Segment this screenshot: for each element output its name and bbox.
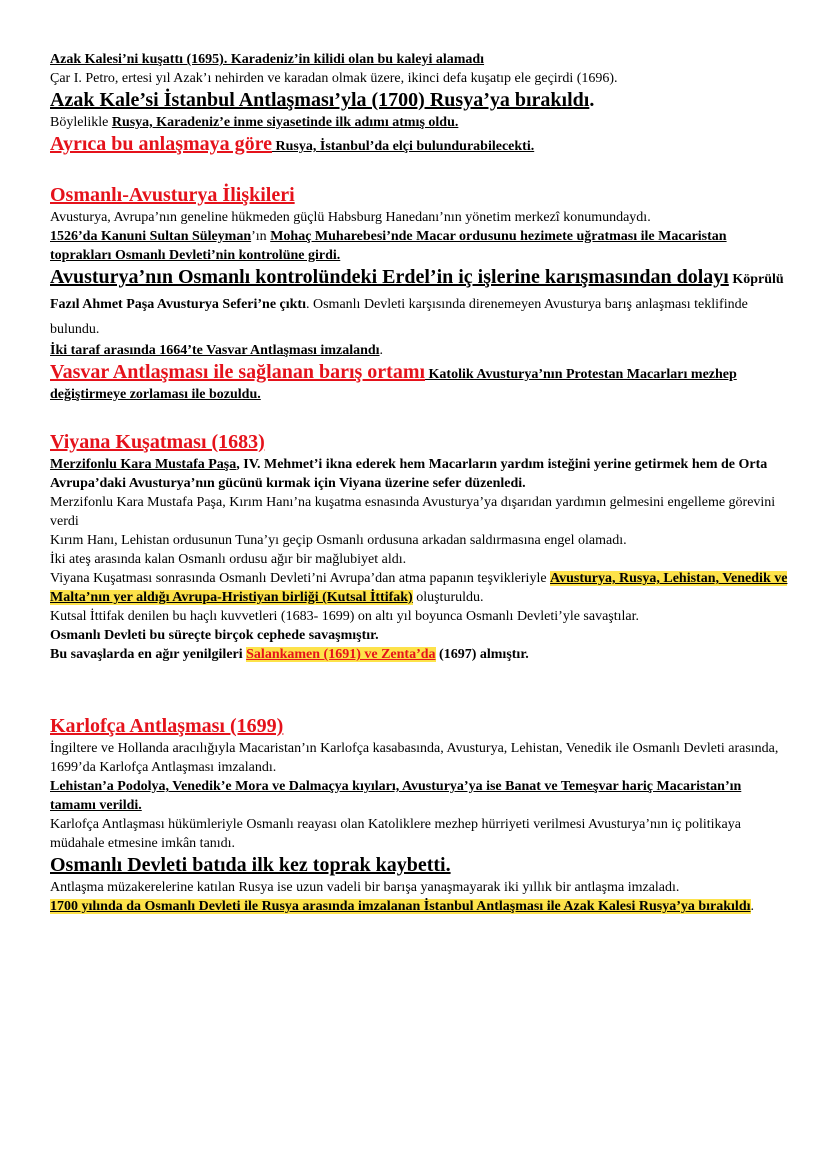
- karlowitz-paragraph-4: Osmanlı Devleti batıda ilk kez toprak kaybetti.: [50, 854, 451, 876]
- section-title-vienna: Viyana Kuşatması (1683): [50, 431, 265, 453]
- salankamen-zenta-highlight: Salankamen (1691) ve Zenta’da: [246, 647, 436, 662]
- austria-paragraph-3: Avusturya’nın Osmanlı kontrolündeki Erdel’in iç işlerine karışmasından dolayı Köprülü Fazıl Ahmet Paşa Avusturya Seferi’ne çıktı. Osmanlı Devleti karşısında direnemeyen Avusturya barış anlaşması teklifinde bulundu.: [50, 266, 784, 337]
- vienna-paragraph-1: Merzifonlu Kara Mustafa Paşa, IV. Mehmet’i ikna ederek hem Macarların yardım isteğini yerine getirmek hem de Orta Avrupa’daki Avusturya’nın gücünü kırmak için Viyana üzerine sefer düzenledi.: [50, 457, 768, 491]
- holy-league-highlight: Avusturya, Rusya, Lehistan, Venedik ve Malta’nın yer aldığı Avrupa-Hristiyan birliği (Kutsal İttifak): [50, 571, 788, 605]
- vienna-paragraph-6: Kutsal İttifak denilen bu haçlı kuvvetleri (1683- 1699) on altı yıl boyunca Osmanlı Devleti’yle savaştılar.: [50, 609, 640, 624]
- austria-paragraph-5: Vasvar Antlaşması ile sağlanan barış ortamı Katolik Avusturya’nın Protestan Macarları mezhep değiştirmeye zorlaması ile bozuldu.: [50, 361, 737, 402]
- section-title-karlowitz: Karlofça Antlaşması (1699): [50, 715, 284, 737]
- azak-russia-policy: Rusya, Karadeniz’e inme siyasetinde ilk adımı atmış oldu.: [111, 115, 459, 130]
- karlowitz-paragraph-6: 1700 yılında da Osmanlı Devleti ile Rusya arasında imzalanan İstanbul Antlaşması ile Azak Kalesi Rusya’ya bırakıldı.: [50, 899, 754, 914]
- austria-paragraph-4: İki taraf arasında 1664’te Vasvar Antlaşması imzalandı.: [50, 343, 384, 358]
- azak-line-2: Çar I. Petro, ertesi yıl Azak’ı nehirden ve karadan olmak üzere, ikinci defa kuşatıp ele geçirdi (1696).: [50, 71, 618, 86]
- vienna-paragraph-7: Osmanlı Devleti bu süreçte birçok cephede savaşmıştır.: [50, 628, 379, 643]
- austria-paragraph-1: Avusturya, Avrupa’nın geneline hükmeden güçlü Habsburg Hanedanı’nın yönetim merkezî konumundaydı.: [50, 210, 651, 225]
- azak-embassy-text: Rusya, İstanbul’da elçi bulundurabilecekti.: [272, 139, 535, 154]
- vienna-paragraph-2: Merzifonlu Kara Mustafa Paşa, Kırım Hanı’na kuşatma esnasında Avusturya’ya dışarıdan yardımın gelmesini engelleme görevini verdi: [50, 495, 776, 529]
- azak-line-1: Azak Kalesi’ni kuşattı (1695). Karadeniz’in kilidi olan bu kaleyi alamadı: [50, 52, 485, 67]
- istanbul-treaty-highlight: 1700 yılında da Osmanlı Devleti ile Rusya arasında imzalanan İstanbul Antlaşması ile Azak Kalesi Rusya’ya bırakıldı: [50, 899, 751, 914]
- austria-paragraph-2: 1526’da Kanuni Sultan Süleyman’ın Mohaç Muharebesi’nde Macar ordusunu hezimete uğratması ile Macaristan toprakları Osmanlı Devleti’nin kontrolüne girdi.: [50, 229, 727, 263]
- karlowitz-paragraph-3: Karlofça Antlaşması hükümleriyle Osmanlı reayası olan Katoliklere mezhep hürriyeti verilmesi Avusturya’nın iç politikaya müdahale etmesine imkân tanıdı.: [50, 817, 741, 851]
- vienna-paragraph-5: Viyana Kuşatması sonrasında Osmanlı Devleti’ni Avrupa’dan atma papanın teşvikleriyle Avusturya, Rusya, Lehistan, Venedik ve Malta’nın yer aldığı Avrupa-Hristiyan birliği (Kutsal İttifak) oluşturuldu.: [50, 571, 788, 605]
- section-title-austria: Osmanlı-Avusturya İlişkileri: [50, 184, 295, 206]
- azak-line-4: Böylelikle Rusya, Karadeniz’e inme siyasetinde ilk adımı atmış oldu.: [50, 115, 459, 130]
- karlowitz-paragraph-2: Lehistan’a Podolya, Venedik’e Mora ve Dalmaçya kıyıları, Avusturya’ya ise Banat ve Temeşvar hariç Macaristan’ın tamamı verildi.: [50, 779, 742, 813]
- azak-treaty-heading: Azak Kale’si İstanbul Antlaşması’yla (1700) Rusya’ya bırakıldı: [50, 89, 590, 111]
- karlowitz-paragraph-1: İngiltere ve Hollanda aracılığıyla Macaristan’ın Karlofça kasabasında, Avusturya, Lehistan, Venedik ile Osmanlı Devleti arasında, 1699’da Karlofça Antlaşması imzalandı.: [50, 741, 779, 775]
- karlowitz-paragraph-5: Antlaşma müzakerelerine katılan Rusya ise uzun vadeli bir barışa yanaşmayarak iki yıllık bir antlaşma imzaladı.: [50, 880, 680, 895]
- vienna-paragraph-4: İki ateş arasında kalan Osmanlı ordusu ağır bir mağlubiyet aldı.: [50, 552, 407, 567]
- vienna-paragraph-3: Kırım Hanı, Lehistan ordusunun Tuna’yı geçip Osmanlı ordusuna arkadan saldırmasına engel olamadı.: [50, 533, 627, 548]
- vienna-paragraph-8: Bu savaşlarda en ağır yenilgileri Salankamen (1691) ve Zenta’da (1697) almıştır.: [50, 647, 529, 662]
- azak-treaty-red-text: Ayrıca bu anlaşmaya göre: [50, 133, 273, 155]
- azak-line-5: [50, 132, 790, 157]
- vasvar-red-text: Vasvar Antlaşması ile sağlanan barış ortamı: [50, 361, 426, 383]
- document-page: [50, 50, 790, 916]
- azak-line-3: Azak Kale’si İstanbul Antlaşması’yla (1700) Rusya’ya bırakıldı.: [50, 89, 595, 111]
